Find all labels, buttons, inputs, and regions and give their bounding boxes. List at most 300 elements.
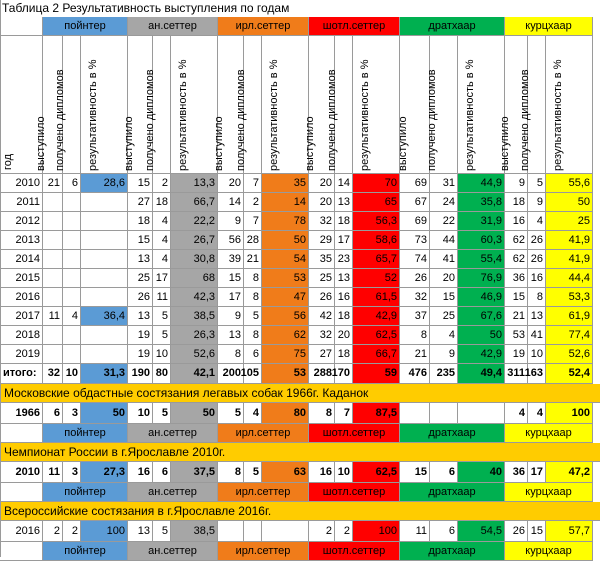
year-row-cell: 26 [128,288,153,307]
year-row-cell: 70 [353,174,400,193]
year-row-cell: 30,8 [171,250,218,269]
year-row-cell: 35,8 [458,193,505,212]
year-row-cell: 4 [528,212,546,231]
section-2-legend-breed-2: ирл.сеттер [218,542,309,561]
total-row-cell: 200 [218,364,244,384]
year-row-cell: 21 [43,174,63,193]
year-row-cell: 26 [528,231,546,250]
year-row-cell: 32 [309,212,335,231]
year-row-cell: 29 [309,231,335,250]
section-1-legend-corner [0,483,43,502]
year-row-cell: 61,9 [546,307,593,326]
sub-header-label: получено дипломов [519,69,531,171]
year-row-cell: 9 [218,307,244,326]
year-row-cell: 25 [128,269,153,288]
section-row-cell: 100 [546,403,593,424]
year-row-cell: 67 [400,193,430,212]
year-row-cell: 42,9 [458,345,505,364]
sub-header-label: результативность в % [552,59,564,171]
year-row-cell: 17 [218,288,244,307]
year-row-cell: 5 [528,174,546,193]
year-row-cell: 18 [335,345,353,364]
year-row-cell [63,193,81,212]
sub-header-label: получено дипломов [144,69,156,171]
year-row-cell: 6 [244,345,262,364]
year-row-cell: 36,4 [81,307,128,326]
year-row-cell: 74 [400,250,430,269]
year-row-cell: 44,9 [458,174,505,193]
year-row-cell: 20 [335,326,353,345]
year-row-cell: 21 [244,250,262,269]
year-row-cell [63,288,81,307]
header-breed-3: шотл.сеттер [309,17,400,36]
section-row-cell [262,521,309,542]
sub-header-label: получено дипломов [235,69,247,171]
total-row-cell: 476 [400,364,430,384]
year-row-cell [43,212,63,231]
year-row-cell [43,288,63,307]
sub-header-label: получено дипломов [426,69,438,171]
year-row-cell: 53 [262,269,309,288]
section-row-cell: 13 [128,521,153,542]
year-row-cell: 18 [335,212,353,231]
section-row-cell: 37,5 [171,462,218,483]
sub-header-label: выступило [499,116,511,171]
year-row-cell: 68 [171,269,218,288]
section-0-legend-breed-4: дратхаар [400,424,505,443]
year-row-cell: 6 [63,174,81,193]
year-row-cell: 53 [505,326,528,345]
year-row-cell: 27 [309,345,335,364]
header-corner [0,17,43,36]
year-row-cell: 13 [335,269,353,288]
header-breed-2: ирл.сеттер [218,17,309,36]
year-row-cell: 9 [218,212,244,231]
sub-header-14 [458,36,505,174]
sub-header-label: выступило [35,116,47,171]
total-row-cell: 59 [353,364,400,384]
year-row-cell: 21 [400,345,430,364]
year-row-cell: 47 [262,288,309,307]
year-row-cell: 69 [400,174,430,193]
year-row-cell: 8 [400,326,430,345]
year-row-cell: 38,5 [171,307,218,326]
section-row-cell: 5 [153,521,171,542]
year-row-cell: 36 [505,269,528,288]
year-row-cell: 13 [335,193,353,212]
year-row-cell: 76,9 [458,269,505,288]
year-row-cell: 56 [262,307,309,326]
sub-header-5 [171,36,218,174]
year-row-cell: 62 [262,326,309,345]
year-row-cell: 15 [128,231,153,250]
year-row-cell: 73 [400,231,430,250]
total-row-cell: 235 [430,364,458,384]
sub-header-8 [262,36,309,174]
year-row-cell: 9 [528,193,546,212]
year-row-cell: 46,9 [458,288,505,307]
year-row-cell [81,288,128,307]
year-row-cell: 61,5 [353,288,400,307]
year-row-cell: 25 [430,307,458,326]
section-row-cell: 11 [43,462,63,483]
year-cell: 2011 [0,193,43,212]
year-row-cell: 16 [528,269,546,288]
year-row-cell: 62,5 [353,326,400,345]
year-row-cell: 42,9 [353,307,400,326]
year-row-cell: 4 [430,326,458,345]
section-0-legend-breed-3: шотл.сеттер [309,424,400,443]
year-row-cell [43,250,63,269]
year-row-cell: 4 [153,250,171,269]
section-row-cell: 11 [400,521,430,542]
year-row-cell: 18 [153,193,171,212]
total-row-cell: 10 [63,364,81,384]
section-row-cell: 4 [244,403,262,424]
year-row-cell: 18 [128,212,153,231]
total-row-cell: 170 [335,364,353,384]
year-row-cell: 58,6 [353,231,400,250]
year-row-cell: 41 [528,326,546,345]
year-row-cell: 26,3 [171,326,218,345]
section-0-legend-breed-5: курцхаар [505,424,593,443]
year-row-cell [63,231,81,250]
year-cell: 2012 [0,212,43,231]
year-row-cell [81,231,128,250]
year-row-cell: 26,7 [171,231,218,250]
year-row-cell: 28 [244,231,262,250]
year-row-cell: 20 [218,174,244,193]
total-label: итого: [0,364,43,384]
year-row-cell: 7 [244,212,262,231]
year-row-cell: 25 [309,269,335,288]
section-row-cell: 6 [43,403,63,424]
year-row-cell: 8 [528,288,546,307]
section-2-legend-breed-0: пойнтер [43,542,128,561]
year-row-cell: 15 [128,174,153,193]
year-row-cell: 16 [335,288,353,307]
header-breed-1: ан.сеттер [128,17,218,36]
section-1-legend-breed-1: ан.сеттер [128,483,218,502]
section-row-cell: 36 [505,462,528,483]
section-year-cell: 2010 [0,462,43,483]
year-row-cell: 13 [128,250,153,269]
year-row-cell: 69 [400,212,430,231]
year-row-cell: 52,6 [171,345,218,364]
sub-header-4 [144,36,171,174]
section-2-legend-breed-3: шотл.сеттер [309,542,400,561]
year-row-cell: 26 [309,288,335,307]
year-row-cell: 8 [244,326,262,345]
year-row-cell: 62 [505,231,528,250]
section-row-cell: 6 [430,462,458,483]
year-row-cell [43,326,63,345]
section-row-cell: 2 [335,521,353,542]
year-row-cell: 75 [262,345,309,364]
year-row-cell: 65 [353,193,400,212]
section-row-cell: 7 [335,403,353,424]
year-row-cell: 13 [528,307,546,326]
section-row-cell: 5 [153,403,171,424]
year-row-cell [81,250,128,269]
total-row-cell: 31,3 [81,364,128,384]
year-row-cell: 9 [430,345,458,364]
total-row-cell: 163 [528,364,546,384]
section-row-cell: 5 [218,403,244,424]
year-row-cell: 31,9 [458,212,505,231]
year-row-cell: 56 [218,231,244,250]
year-row-cell: 35 [262,174,309,193]
year-row-cell: 16 [505,212,528,231]
year-row-cell: 14 [262,193,309,212]
section-row-cell: 38,5 [171,521,218,542]
section-row-cell: 87,5 [353,403,400,424]
year-row-cell [43,345,63,364]
year-row-cell: 17 [335,231,353,250]
year-row-cell: 13 [218,326,244,345]
year-row-cell: 4 [153,231,171,250]
year-row-cell: 8 [244,288,262,307]
year-row-cell: 8 [218,345,244,364]
year-row-cell: 42 [309,307,335,326]
year-row-cell: 7 [244,174,262,193]
section-banner-0: Московские обдастные состязания легавых собак 1966г. Каданок [0,384,600,403]
section-row-cell: 4 [505,403,528,424]
section-row-cell: 15 [400,462,430,483]
year-row-cell: 66,7 [171,193,218,212]
section-0-legend-breed-1: ан.сеттер [128,424,218,443]
section-row-cell: 8 [309,403,335,424]
section-1-legend-breed-0: пойнтер [43,483,128,502]
section-2-legend-breed-4: дратхаар [400,542,505,561]
year-row-cell: 19 [128,326,153,345]
section-row-cell: 80 [262,403,309,424]
section-row-cell: 3 [63,462,81,483]
year-row-cell: 31 [430,174,458,193]
year-cell: 2018 [0,326,43,345]
year-row-cell: 66,7 [353,345,400,364]
sub-header-label: результативность в % [268,59,280,171]
sub-header-label: получено дипломов [54,69,66,171]
year-row-cell: 13,3 [171,174,218,193]
year-row-cell: 26 [400,269,430,288]
year-row-cell: 5 [153,326,171,345]
year-row-cell: 44,4 [546,269,593,288]
section-row-cell: 2 [43,521,63,542]
total-row-cell: 32 [43,364,63,384]
header-breed-4: дратхаар [400,17,505,36]
year-row-cell [81,345,128,364]
year-cell: 2016 [0,288,43,307]
year-row-cell: 37 [400,307,430,326]
year-row-cell [63,345,81,364]
year-row-cell: 15 [505,288,528,307]
section-row-cell: 100 [81,521,128,542]
section-1-legend-breed-5: курцхаар [505,483,593,502]
section-year-cell: 1966 [0,403,43,424]
sub-header-label: результативность в % [359,59,371,171]
section-1-legend-breed-4: дратхаар [400,483,505,502]
sub-header-label: результативность в % [87,59,99,171]
section-row-cell: 63 [262,462,309,483]
year-row-cell: 5 [153,307,171,326]
sub-header-label: выступило [304,116,316,171]
year-cell: 2013 [0,231,43,250]
year-row-cell: 77,4 [546,326,593,345]
year-row-cell: 65,7 [353,250,400,269]
section-row-cell: 40 [458,462,505,483]
year-row-cell: 50 [262,231,309,250]
total-row-cell: 80 [153,364,171,384]
year-row-cell: 24 [430,193,458,212]
section-row-cell: 50 [81,403,128,424]
sub-header-label: результативность в % [177,59,189,171]
sub-header-1 [54,36,81,174]
year-row-cell: 42,3 [171,288,218,307]
year-row-cell: 18 [335,307,353,326]
year-row-cell: 50 [546,193,593,212]
year-row-cell: 22 [430,212,458,231]
section-row-cell: 16 [309,462,335,483]
year-row-cell: 52 [353,269,400,288]
total-row-cell: 49,4 [458,364,505,384]
header-breed-5: курцхаар [505,17,593,36]
year-row-cell: 5 [244,307,262,326]
year-row-cell [63,250,81,269]
year-row-cell: 41,9 [546,231,593,250]
section-row-cell: 8 [218,462,244,483]
year-row-cell [81,326,128,345]
year-row-cell: 21 [505,307,528,326]
year-row-cell [81,212,128,231]
sub-header-label: выступило [213,116,225,171]
total-row-cell: 105 [244,364,262,384]
table-title: Таблица 2 Результативность выступления по годам [2,1,290,15]
year-row-cell: 20 [430,269,458,288]
year-row-cell [43,193,63,212]
year-row-cell: 25 [546,212,593,231]
section-row-cell: 15 [528,521,546,542]
year-row-cell: 60,3 [458,231,505,250]
sub-header-label: результативность в % [464,59,476,171]
year-cell: 2014 [0,250,43,269]
year-cell: 2010 [0,174,43,193]
year-row-cell: 19 [505,345,528,364]
total-row-cell: 190 [128,364,153,384]
year-header-label: год [2,153,14,170]
section-row-cell: 5 [244,462,262,483]
year-cell: 2019 [0,345,43,364]
section-row-cell: 47,2 [546,462,593,483]
year-row-cell [81,269,128,288]
section-row-cell: 54,5 [458,521,505,542]
sub-header-label: выступило [397,116,409,171]
year-row-cell: 20 [309,174,335,193]
total-row-cell: 52,4 [546,364,593,384]
section-row-cell: 3 [63,403,81,424]
year-row-cell: 11 [43,307,63,326]
section-0-legend-breed-2: ирл.сеттер [218,424,309,443]
section-row-cell: 17 [528,462,546,483]
section-banner-1: Чемпионат России в г.Ярославле 2010г. [0,443,600,462]
year-row-cell: 9 [505,174,528,193]
sub-header-10 [326,36,353,174]
section-row-cell: 57,7 [546,521,593,542]
year-row-cell: 55,6 [546,174,593,193]
section-row-cell: 50 [171,403,218,424]
year-row-cell: 44 [430,231,458,250]
section-row-cell: 6 [153,462,171,483]
year-row-cell: 15 [218,269,244,288]
section-row-cell: 26 [505,521,528,542]
sub-header-11 [353,36,400,174]
year-row-cell: 53,3 [546,288,593,307]
section-1-legend-breed-3: шотл.сеттер [309,483,400,502]
section-row-cell: 6 [430,521,458,542]
year-row-cell: 20 [309,193,335,212]
sub-header-2 [81,36,128,174]
year-row-cell: 2 [244,193,262,212]
total-row-cell: 42,1 [171,364,218,384]
year-row-cell: 10 [528,345,546,364]
year-row-cell: 13 [128,307,153,326]
year-row-cell: 62 [505,250,528,269]
year-row-cell: 14 [218,193,244,212]
section-row-cell [218,521,244,542]
year-row-cell: 52,6 [546,345,593,364]
section-row-cell: 62,5 [353,462,400,483]
section-row-cell [244,521,262,542]
section-2-legend-corner [0,542,43,561]
year-row-cell: 56,3 [353,212,400,231]
year-row-cell: 50 [458,326,505,345]
year-row-cell: 32 [309,326,335,345]
section-0-legend-corner [0,424,43,443]
section-banner-2: Всероссийские состязания в г.Ярославле 2016г. [0,502,600,521]
year-row-cell: 41 [430,250,458,269]
year-row-cell: 23 [335,250,353,269]
year-row-cell: 41,9 [546,250,593,269]
year-row-cell: 4 [153,212,171,231]
sub-header-7 [235,36,262,174]
section-row-cell: 10 [335,462,353,483]
year-row-cell [43,269,63,288]
year-row-cell [43,231,63,250]
year-row-cell: 2 [153,174,171,193]
year-cell: 2015 [0,269,43,288]
year-row-cell: 10 [153,345,171,364]
year-row-cell: 22,2 [171,212,218,231]
section-row-cell: 16 [128,462,153,483]
year-row-cell: 14 [335,174,353,193]
sub-header-17 [546,36,593,174]
year-row-cell: 17 [153,269,171,288]
section-0-legend-breed-0: пойнтер [43,424,128,443]
section-row-cell: 10 [128,403,153,424]
total-row-cell: 53 [262,364,309,384]
sub-header-label: выступило [123,116,135,171]
year-cell: 2017 [0,307,43,326]
sub-header-13 [426,36,458,174]
year-row-cell [63,269,81,288]
year-row-cell [63,212,81,231]
section-row-cell [458,403,505,424]
year-row-cell: 8 [244,269,262,288]
year-row-cell: 15 [430,288,458,307]
section-row-cell: 2 [63,521,81,542]
section-row-cell: 4 [528,403,546,424]
year-row-cell: 28,6 [81,174,128,193]
